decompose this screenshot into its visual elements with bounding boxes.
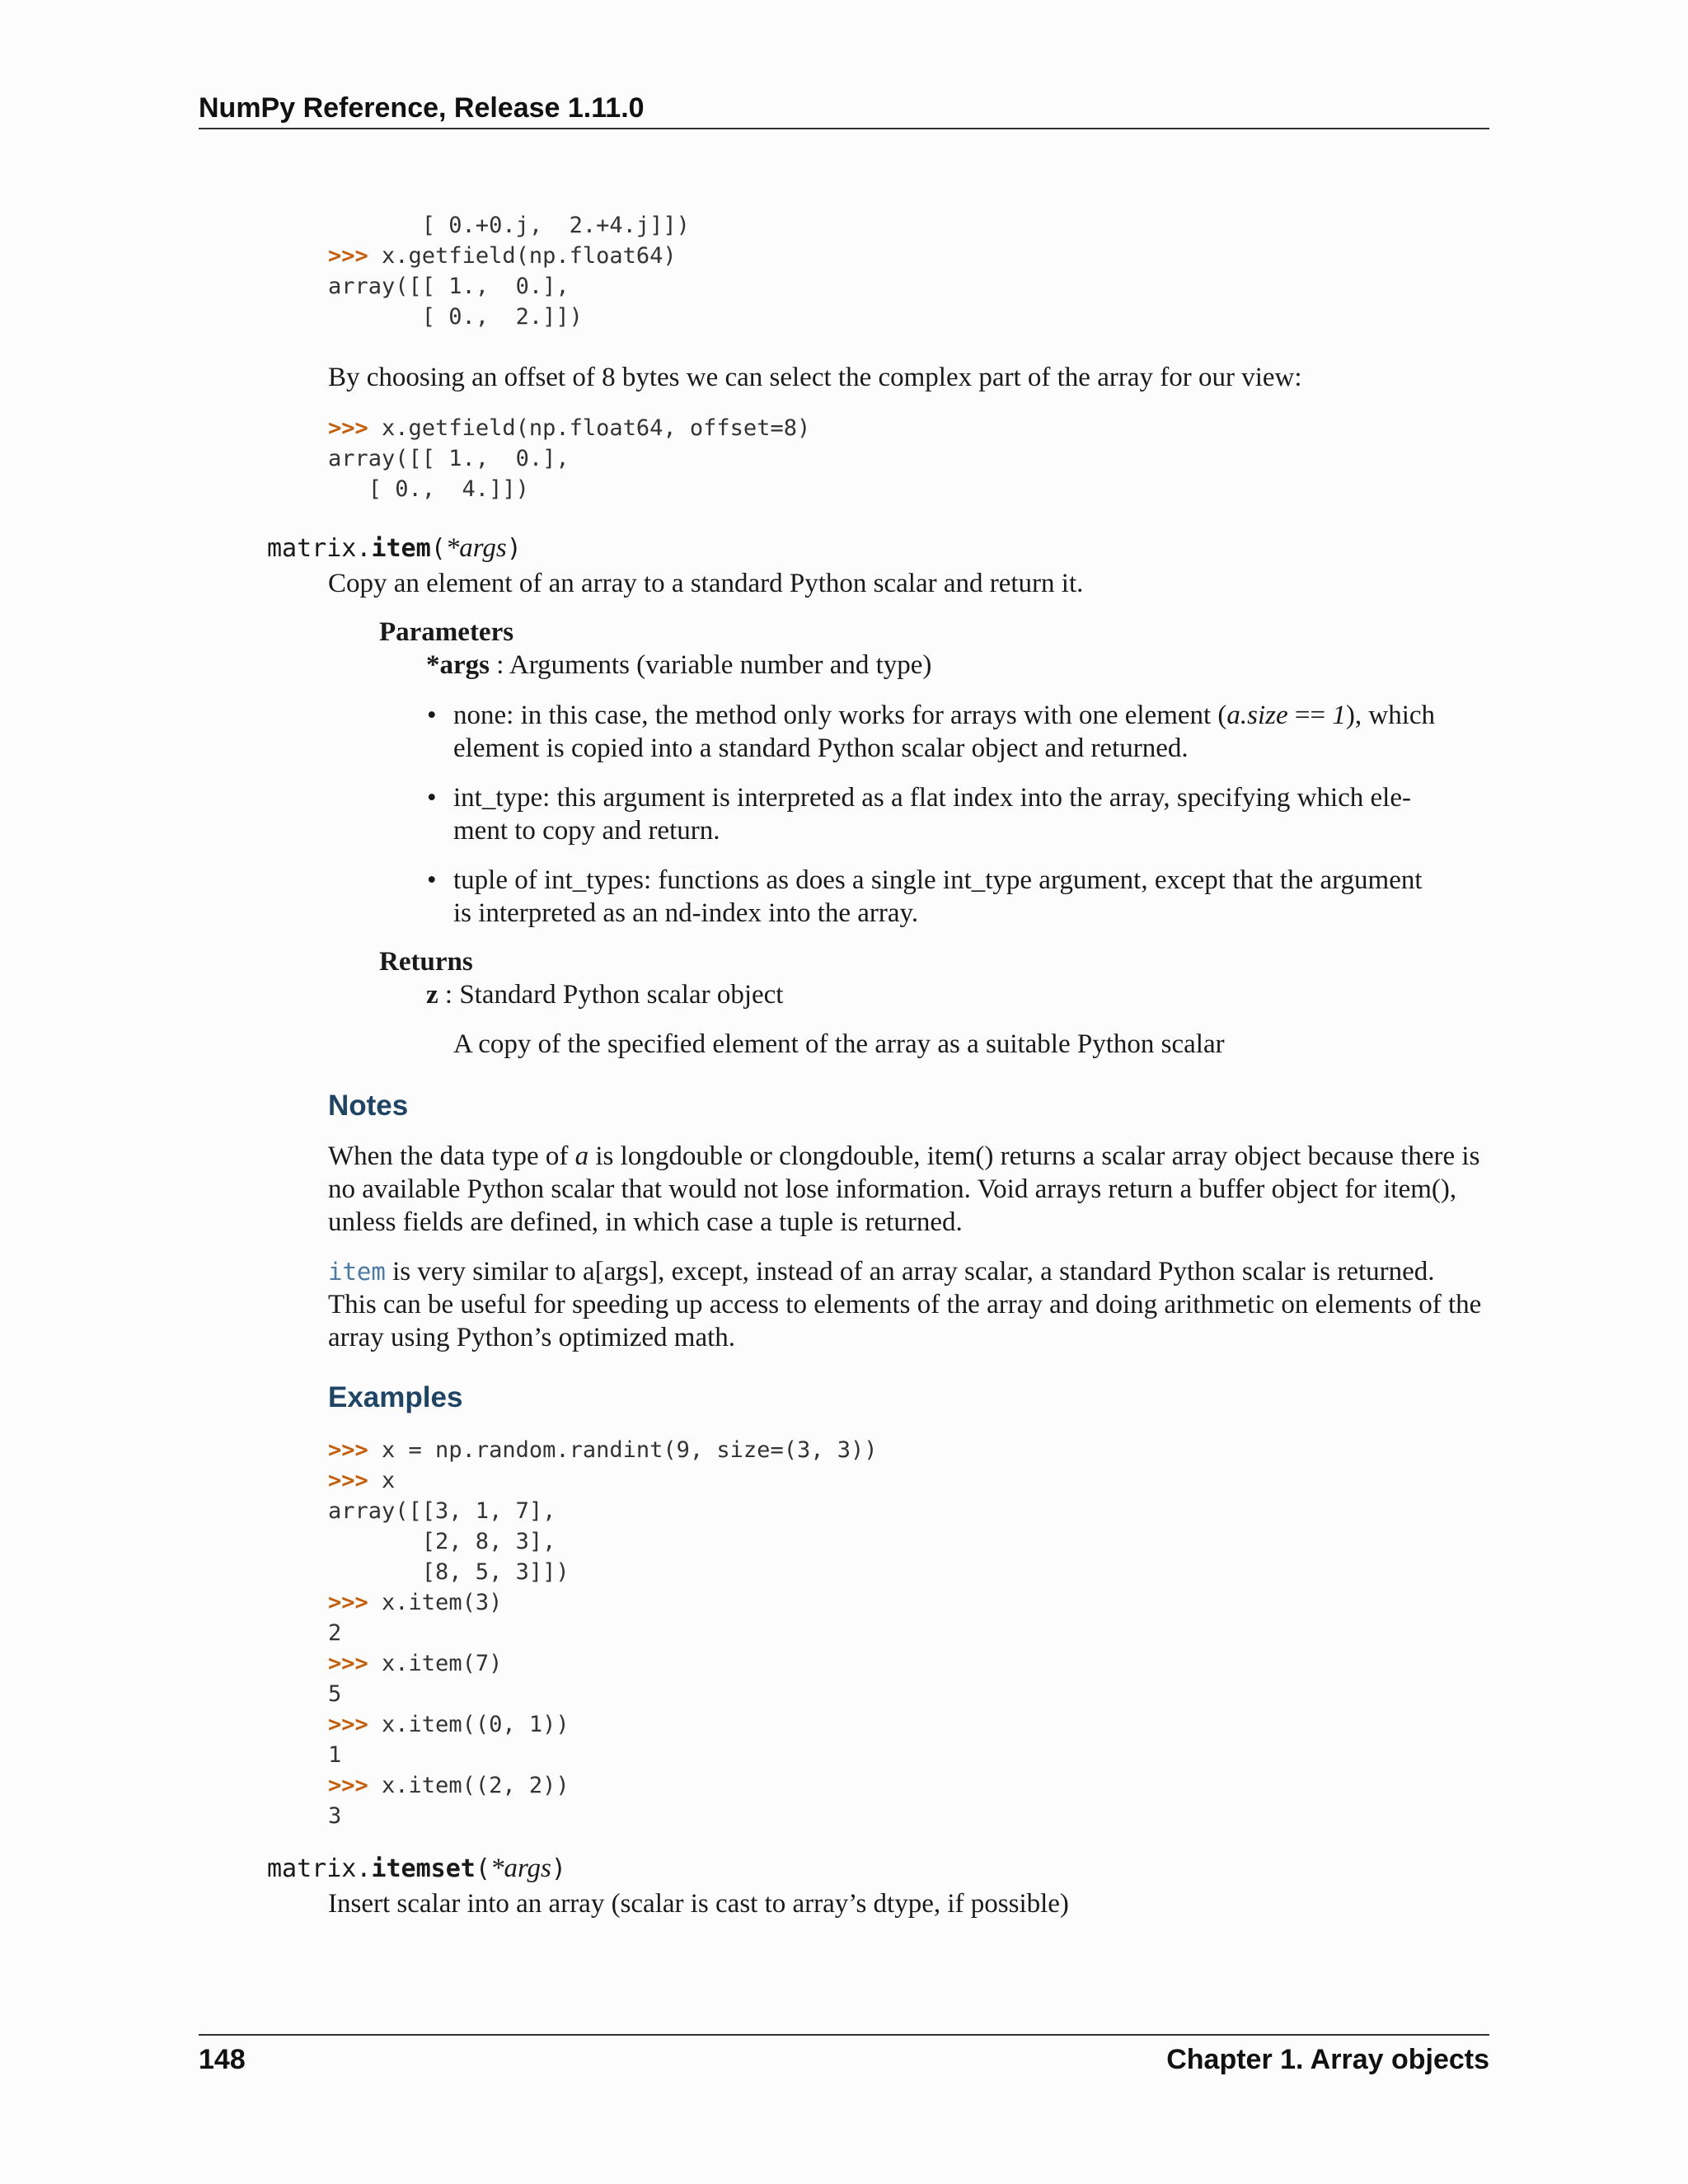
- chapter-title: Chapter 1. Array objects: [1166, 2044, 1489, 2075]
- signature-name: itemset: [371, 1854, 476, 1883]
- notes-paragraph-item: item is very similar to a[args], except, instead of an array scalar, a standard Python scalar is returned. This can be useful for speeding up access to elements of the array and doing arithmetic on elements of the array using Python’s optimized math.: [328, 1257, 1482, 1352]
- code-line: >>> x.getfield(np.float64): [328, 243, 677, 269]
- page-number: 148: [199, 2044, 246, 2075]
- notes-paragraph: When the data type of a is longdouble or clongdouble, item() returns a scalar array object because there is no available Python scalar that would not lose information. Void arrays return a buffer object for item(), unless fields are defined, in which case a tuple is returned.: [328, 1141, 1480, 1237]
- signature-args: *args: [490, 1854, 551, 1883]
- return-type: Standard Python scalar object: [459, 980, 784, 1010]
- return-entry: z : Standard Python scalar object: [426, 980, 784, 1010]
- signature-prefix: matrix.: [267, 534, 372, 563]
- param-name: *args: [426, 650, 490, 680]
- list-item: • int_type: this argument is interpreted as a flat index into the array, specifying which ele- ment to copy and return.: [427, 783, 1411, 846]
- code-block-examples: [328, 1435, 878, 1831]
- code-line: [ 0., 2.]]): [328, 304, 583, 330]
- signature-name: item: [371, 534, 431, 563]
- item-reference-link[interactable]: item: [328, 1258, 386, 1286]
- return-name: z: [426, 980, 438, 1010]
- code-block-offset: [328, 413, 810, 504]
- code-line: >>> x.item((2, 2)): [328, 1773, 570, 1798]
- page-header: NumPy Reference, Release 1.11.0: [199, 92, 1489, 129]
- code-line: >>> x.item(7): [328, 1651, 503, 1676]
- bullet-list: [427, 699, 1498, 930]
- offset-sentence: By choosing an offset of 8 bytes we can select the complex part of the array for our view:: [328, 363, 1302, 392]
- list-item: • tuple of int_types: functions as does a single int_type argument, except that the argument is interpreted as an nd-index into the array.: [427, 865, 1423, 928]
- param-desc: Arguments (variable number and type): [509, 650, 932, 680]
- param-entry: *args : Arguments (variable number and type): [426, 650, 932, 680]
- code-line: array([[ 1., 0.],: [328, 446, 570, 471]
- code-line: [8, 5, 3]]): [328, 1559, 570, 1585]
- code-line: [ 0.+0.j, 2.+4.j]]): [328, 213, 690, 238]
- code-line: >>> x.getfield(np.float64, offset=8): [328, 415, 811, 441]
- list-item: • none: in this case, the method only works for arrays with one element (a.size == 1), which element is copied into a standard Python scalar object and returned.: [427, 701, 1436, 763]
- code-line: 5: [328, 1681, 342, 1707]
- code-line: >>> x = np.random.randint(9, size=(3, 3)): [328, 1437, 878, 1463]
- return-description: A copy of the specified element of the array as a suitable Python scalar: [453, 1029, 1225, 1059]
- item-description: Copy an element of an array to a standard Python scalar and return it.: [328, 569, 1084, 598]
- signature-prefix: matrix.: [267, 1854, 372, 1883]
- code-line: >>> x.item((0, 1)): [328, 1712, 570, 1737]
- code-line: 3: [328, 1803, 342, 1829]
- examples-heading: Examples: [328, 1381, 463, 1413]
- returns-heading: Returns: [379, 947, 473, 977]
- signature-args: *args: [445, 533, 507, 563]
- method-signature-itemset: matrix.itemset(*args): [267, 1854, 566, 1883]
- code-line: >>> x.item(3): [328, 1590, 503, 1615]
- page-footer: [199, 2034, 1489, 2076]
- code-line: array([[3, 1, 7],: [328, 1498, 556, 1524]
- code-line: 2: [328, 1620, 342, 1646]
- code-line: 1: [328, 1742, 342, 1768]
- code-line: [ 0., 4.]]): [328, 476, 529, 502]
- parameters-heading: Parameters: [379, 617, 514, 647]
- notes-heading: Notes: [328, 1090, 409, 1122]
- code-block-getfield: [328, 210, 690, 332]
- method-signature-item: matrix.item(*args): [267, 533, 522, 563]
- code-line: array([[ 1., 0.],: [328, 274, 570, 299]
- itemset-description: Insert scalar into an array (scalar is cast to array’s dtype, if possible): [328, 1889, 1069, 1919]
- code-line: [2, 8, 3],: [328, 1529, 556, 1554]
- code-line: >>> x: [328, 1468, 396, 1493]
